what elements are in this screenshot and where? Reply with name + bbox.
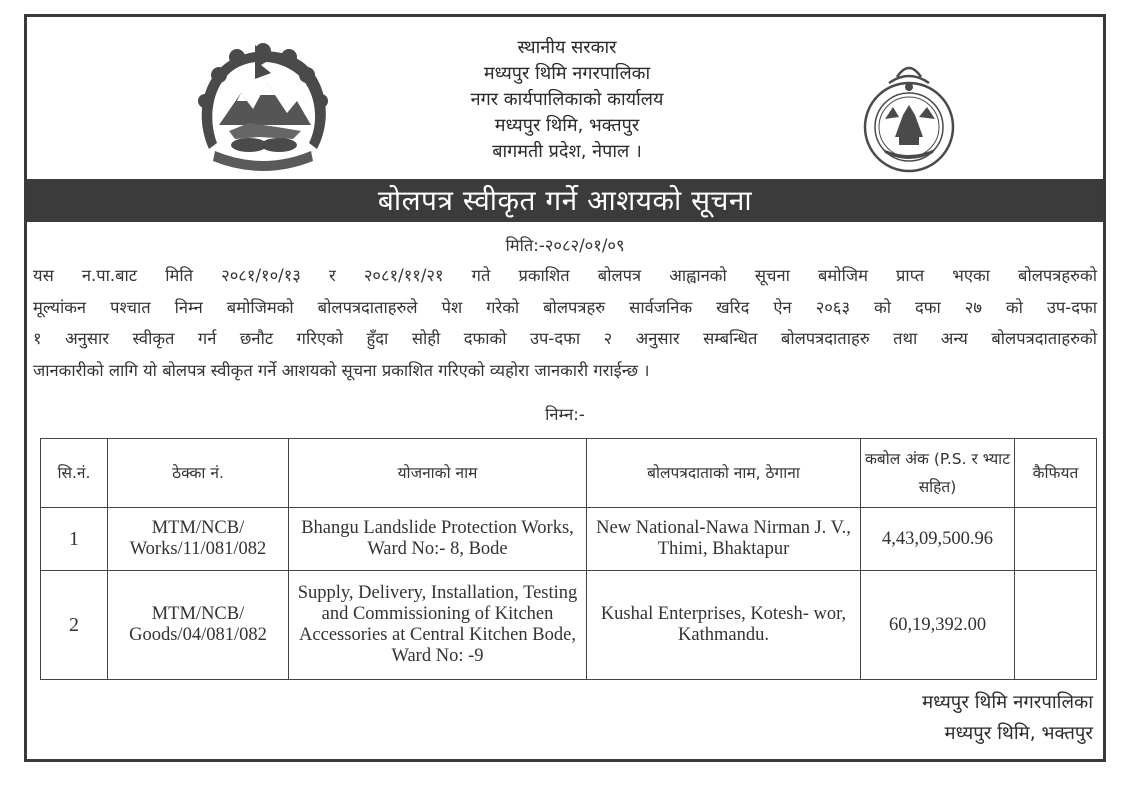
header-bidder: बोलपत्रदाताको नाम, ठेगाना (587, 439, 861, 508)
table-row (41, 571, 1097, 680)
cell-serial: 2 (41, 571, 108, 680)
cell-project-name: Bhangu Landslide Protection Works, Ward No:- 8, Bode (289, 508, 587, 571)
cell-bidder: Kushal Enterprises, Kotesh- wor, Kathmandu. (587, 571, 861, 680)
table-row (41, 508, 1097, 571)
cell-remarks (1015, 571, 1097, 680)
cell-contract-no: MTM/NCB/ Works/11/081/082 (108, 508, 289, 571)
cell-amount: 60,19,392.00 (861, 571, 1015, 680)
header-remarks: कैफियत (1015, 439, 1097, 508)
header-line: बागमती प्रदेश, नेपाल । (492, 141, 642, 162)
body-line: १ अनुसार स्वीकृत गर्न छनौट गरिएको हुँदा सोही दफाको उप-दफा २ अनुसार सम्बन्धित बोलपत्रदाताहरु तथा अन्य बोलपत्रदाताहरुको (33, 329, 1097, 348)
header-serial: सि.नं. (41, 439, 108, 508)
header-line: मध्यपुर थिमि, भक्तपुर (494, 115, 640, 136)
notice-date: मिति:-२०८२/०१/०९ (505, 236, 625, 255)
nepal-emblem-icon (189, 39, 337, 177)
cell-contract-no: MTM/NCB/ Goods/04/081/082 (108, 571, 289, 680)
notice-frame (24, 14, 1106, 762)
body-line: जानकारीको लागि यो बोलपत्र स्वीकृत गर्ने आशयको सूचना प्रकाशित गरिएको व्यहोरा जानकारी गराईन्छ । (33, 360, 650, 380)
cell-remarks (1015, 508, 1097, 571)
list-intro-label: निम्न:- (545, 405, 585, 424)
header-contract-no: ठेक्का नं. (108, 439, 289, 508)
header-line: स्थानीय सरकार (517, 37, 617, 58)
header-line: नगर कार्यपालिकाको कार्यालय (470, 89, 664, 110)
municipality-logo-icon (855, 57, 963, 175)
cell-bidder: New National-Nawa Nirman J. V., Thimi, Bhaktapur (587, 508, 861, 571)
body-line: यस न.पा.बाट मिति २०८१/१०/१३ र २०८१/११/२१ गते प्रकाशित बोलपत्र आह्वानको सूचना बमोजिम प्राप्त भएका बोलपत्रहरुको (33, 266, 1097, 285)
header-amount: कबोल अंक (P.S. र भ्याट सहित) (861, 439, 1015, 508)
signature-line-2: मध्यपुर थिमि, भक्तपुर (944, 723, 1093, 744)
organization-header (357, 35, 777, 165)
notice-title: बोलपत्र स्वीकृत गर्ने आशयको सूचना (27, 179, 1103, 222)
signature-block (922, 687, 1093, 749)
cell-serial: 1 (41, 508, 108, 571)
header-project-name: योजनाको नाम (289, 439, 587, 508)
signature-line-1: मध्यपुर थिमि नगरपालिका (922, 692, 1093, 713)
notice-body (33, 260, 1097, 386)
body-line: मूल्यांकन पश्चात निम्न बमोजिमको बोलपत्रदाताहरुले पेश गरेको बोलपत्रहरु सार्वजनिक खरिद ऐन २०६३ को दफा २७ को उप-दफा (33, 297, 1097, 317)
header-line: मध्यपुर थिमि नगरपालिका (483, 63, 651, 84)
tender-table (40, 438, 1097, 680)
table-header-row (41, 439, 1097, 508)
cell-amount: 4,43,09,500.96 (861, 508, 1015, 571)
cell-project-name: Supply, Delivery, Installation, Testing and Commissioning of Kitchen Accessories at Central Kitchen Bode, Ward No: -9 (289, 571, 587, 680)
